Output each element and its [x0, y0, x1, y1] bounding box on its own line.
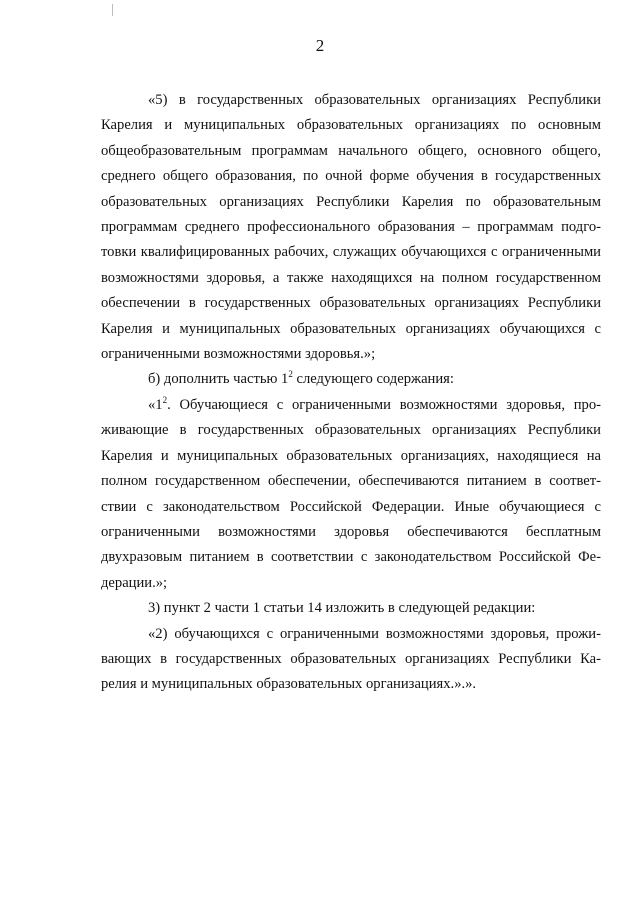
part-1-2-superscript: 2: [162, 394, 168, 405]
paragraph-part-1-2: [101, 393, 601, 596]
document-body: [101, 88, 601, 698]
amendment-b-text-end: следующего содержания:: [292, 371, 454, 388]
paragraph-item-2: «2) обучающихся с ограниченными возможностями здоровья, проживающих в государственных образовательных организациях Республики Карелия и муниципальных образовательных организациях.».».: [101, 625, 601, 693]
amendment-b-text: б) дополнить частью 1: [148, 371, 289, 388]
paragraph-amendment-b: [101, 367, 601, 392]
paragraph-item-5: «5) в государственных образовательных организациях Республики Карелия и муниципальных образовательных организациях по основным общеобразовательным программам начального общего, основного общего, среднего общего образования, по очной форме обучения в государственных образовательных организациях Республики Карелия по образовательным программам среднего профессионального образования – программам подготовки квалифицированных рабочих, служащих обучающихся с ограниченными возможностями здоровья, а также находящихся на полном государственном обеспечении в государственных образовательных организациях Республики Карелия и муниципальных образовательных организациях обучающихся с ограниченными возможностями здоровья.»;: [101, 92, 601, 363]
page-number: 2: [315, 36, 325, 55]
part-1-2-text: . Обучающиеся с ограниченными возможностями здоровья, проживающие в государственных образовательных организациях Республики Карелия и муниципальных образовательных организациях, находящиеся на полном государственном обеспечении, обеспечиваются питанием в соответствии с законодательством Российской Федерации. Иные обучающиеся с ограниченными возможностями здоровья обеспечиваются бесплатным двухразовым питанием в соответствии с законодательством Российской Федерации.»;: [101, 396, 601, 591]
part-1-2-start: «1: [148, 396, 163, 413]
scan-mark: [112, 4, 113, 16]
paragraph-amendment-3: 3) пункт 2 части 1 статьи 14 изложить в следующей редакции:: [148, 600, 536, 617]
amendment-b-superscript: 2: [288, 369, 293, 380]
